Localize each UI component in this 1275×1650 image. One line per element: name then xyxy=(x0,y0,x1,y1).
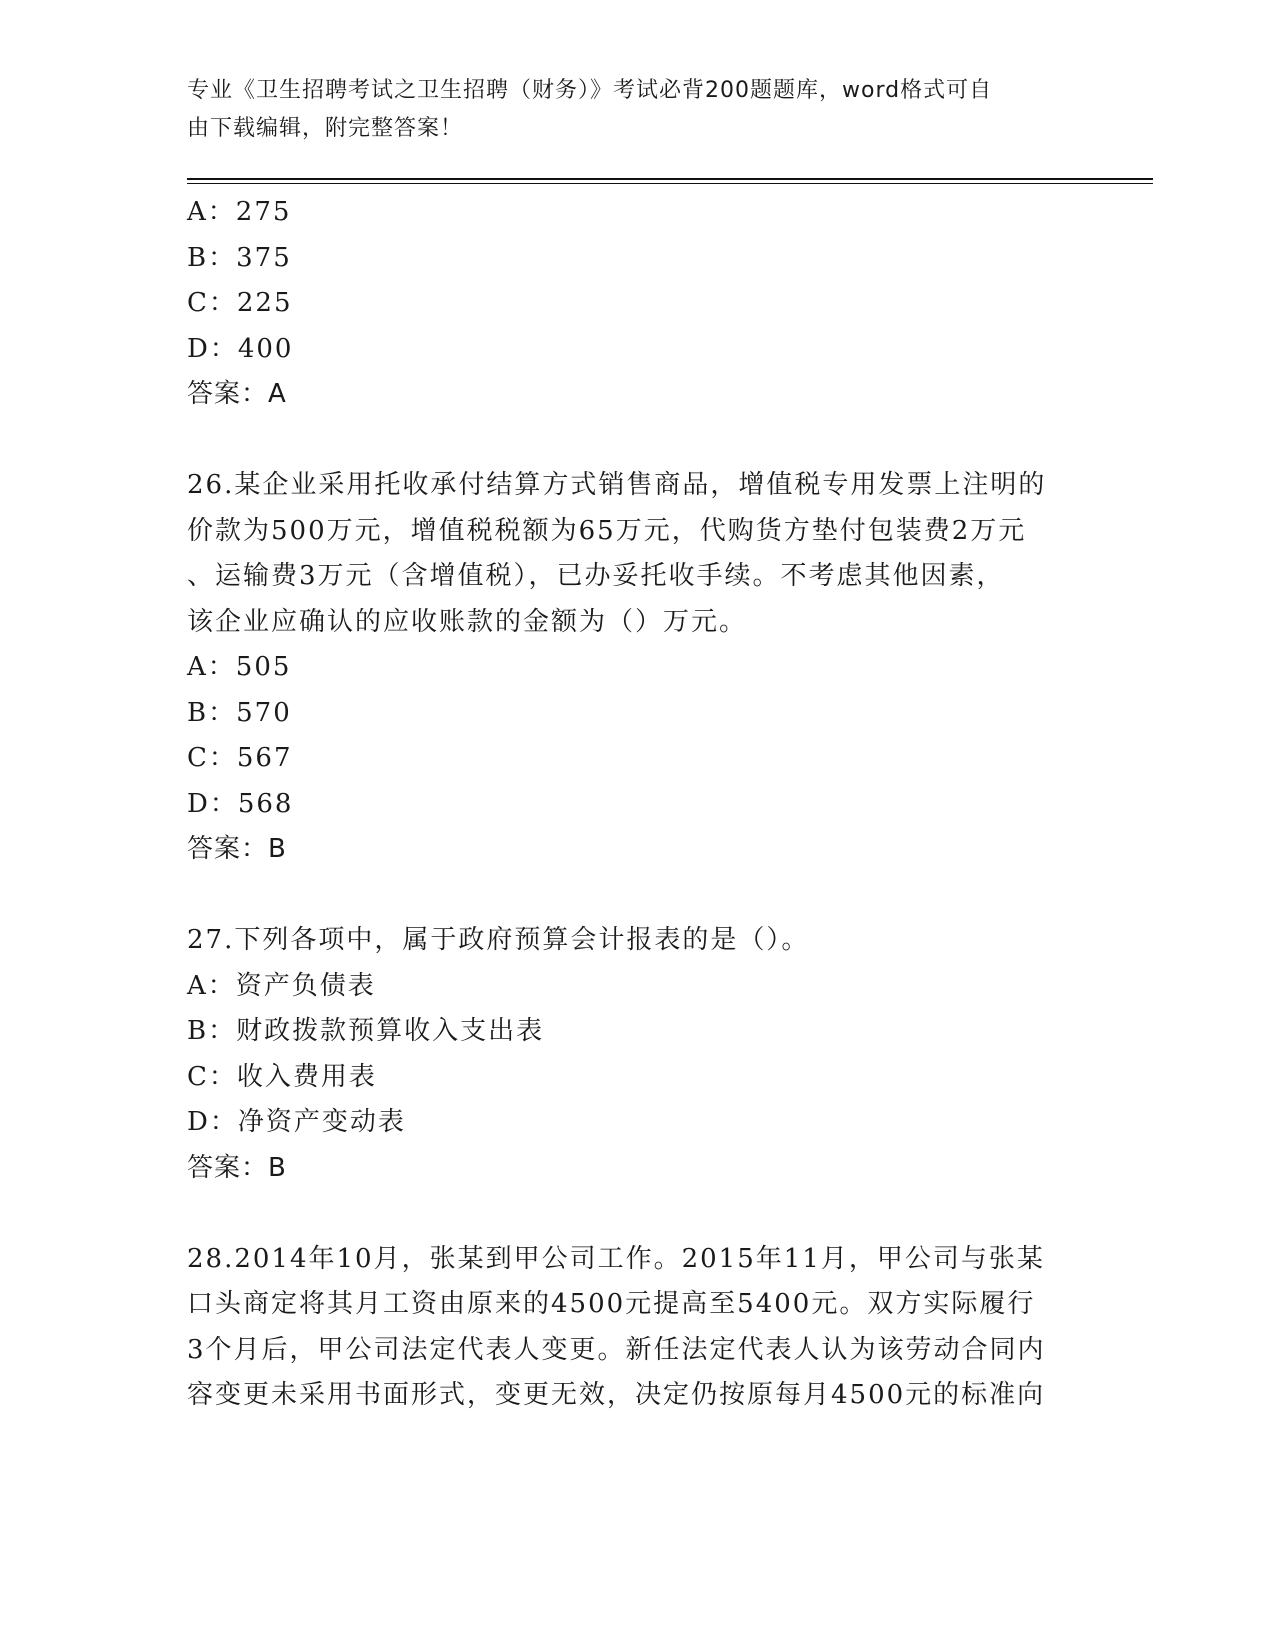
header-line-1: 专业《卫生招聘考试之卫生招聘（财务）》考试必背200题题库，word格式可自 xyxy=(187,78,993,103)
answer-line: 答案：B xyxy=(187,1152,287,1183)
header-line-2: 由下载编辑，附完整答案！ xyxy=(187,116,464,141)
question-text-line: 价款为500万元，增值税税额为65万元，代购货方垫付包装费2万元 xyxy=(187,515,1027,546)
option-d: D：400 xyxy=(187,333,294,364)
document-header xyxy=(187,72,1067,148)
question-text-line: 口头商定将其月工资由原来的4500元提高至5400元。双方实际履行 xyxy=(187,1289,1036,1319)
question-text-line: 27.下列各项中，属于政府预算会计报表的是（）。 xyxy=(187,925,810,955)
option-b: B：财政拨款预算收入支出表 xyxy=(187,1016,545,1046)
question-text-line: 26.某企业采用托收承付结算方式销售商品，增值税专用发票上注明的 xyxy=(187,470,1047,500)
header-divider-thin xyxy=(187,183,1153,184)
option-a: A：505 xyxy=(187,652,292,682)
header-divider xyxy=(187,178,1153,180)
question-list xyxy=(187,190,1087,1419)
answer-line: 答案：B xyxy=(187,834,287,864)
option-d: D：568 xyxy=(187,788,294,819)
option-a: A：275 xyxy=(187,197,292,227)
question-25 xyxy=(187,190,1087,418)
option-c: C：567 xyxy=(187,743,293,773)
option-b: B：375 xyxy=(187,242,292,273)
option-b: B：570 xyxy=(187,697,292,728)
question-26 xyxy=(187,463,1087,873)
question-text-line: 容变更未采用书面形式，变更无效，决定仍按原每月4500元的标准向 xyxy=(187,1380,1046,1410)
question-28 xyxy=(187,1237,1087,1419)
option-a: A：资产负债表 xyxy=(187,970,376,1001)
question-text-line: 3个月后，甲公司法定代表人变更。新任法定代表人认为该劳动合同内 xyxy=(187,1334,1046,1365)
option-d: D：净资产变动表 xyxy=(187,1107,406,1137)
option-c: C：225 xyxy=(187,288,293,318)
question-text-line: 该企业应确认的应收账款的金额为（）万元。 xyxy=(187,606,748,637)
option-c: C：收入费用表 xyxy=(187,1061,377,1092)
answer-line: 答案：A xyxy=(187,379,287,409)
question-text-line: 、运输费3万元（含增值税），已办妥托收手续。不考虑其他因素， xyxy=(187,561,1005,591)
question-27 xyxy=(187,918,1087,1191)
question-text-line: 28.2014年10月，张某到甲公司工作。2015年11月，甲公司与张某 xyxy=(187,1243,1045,1274)
